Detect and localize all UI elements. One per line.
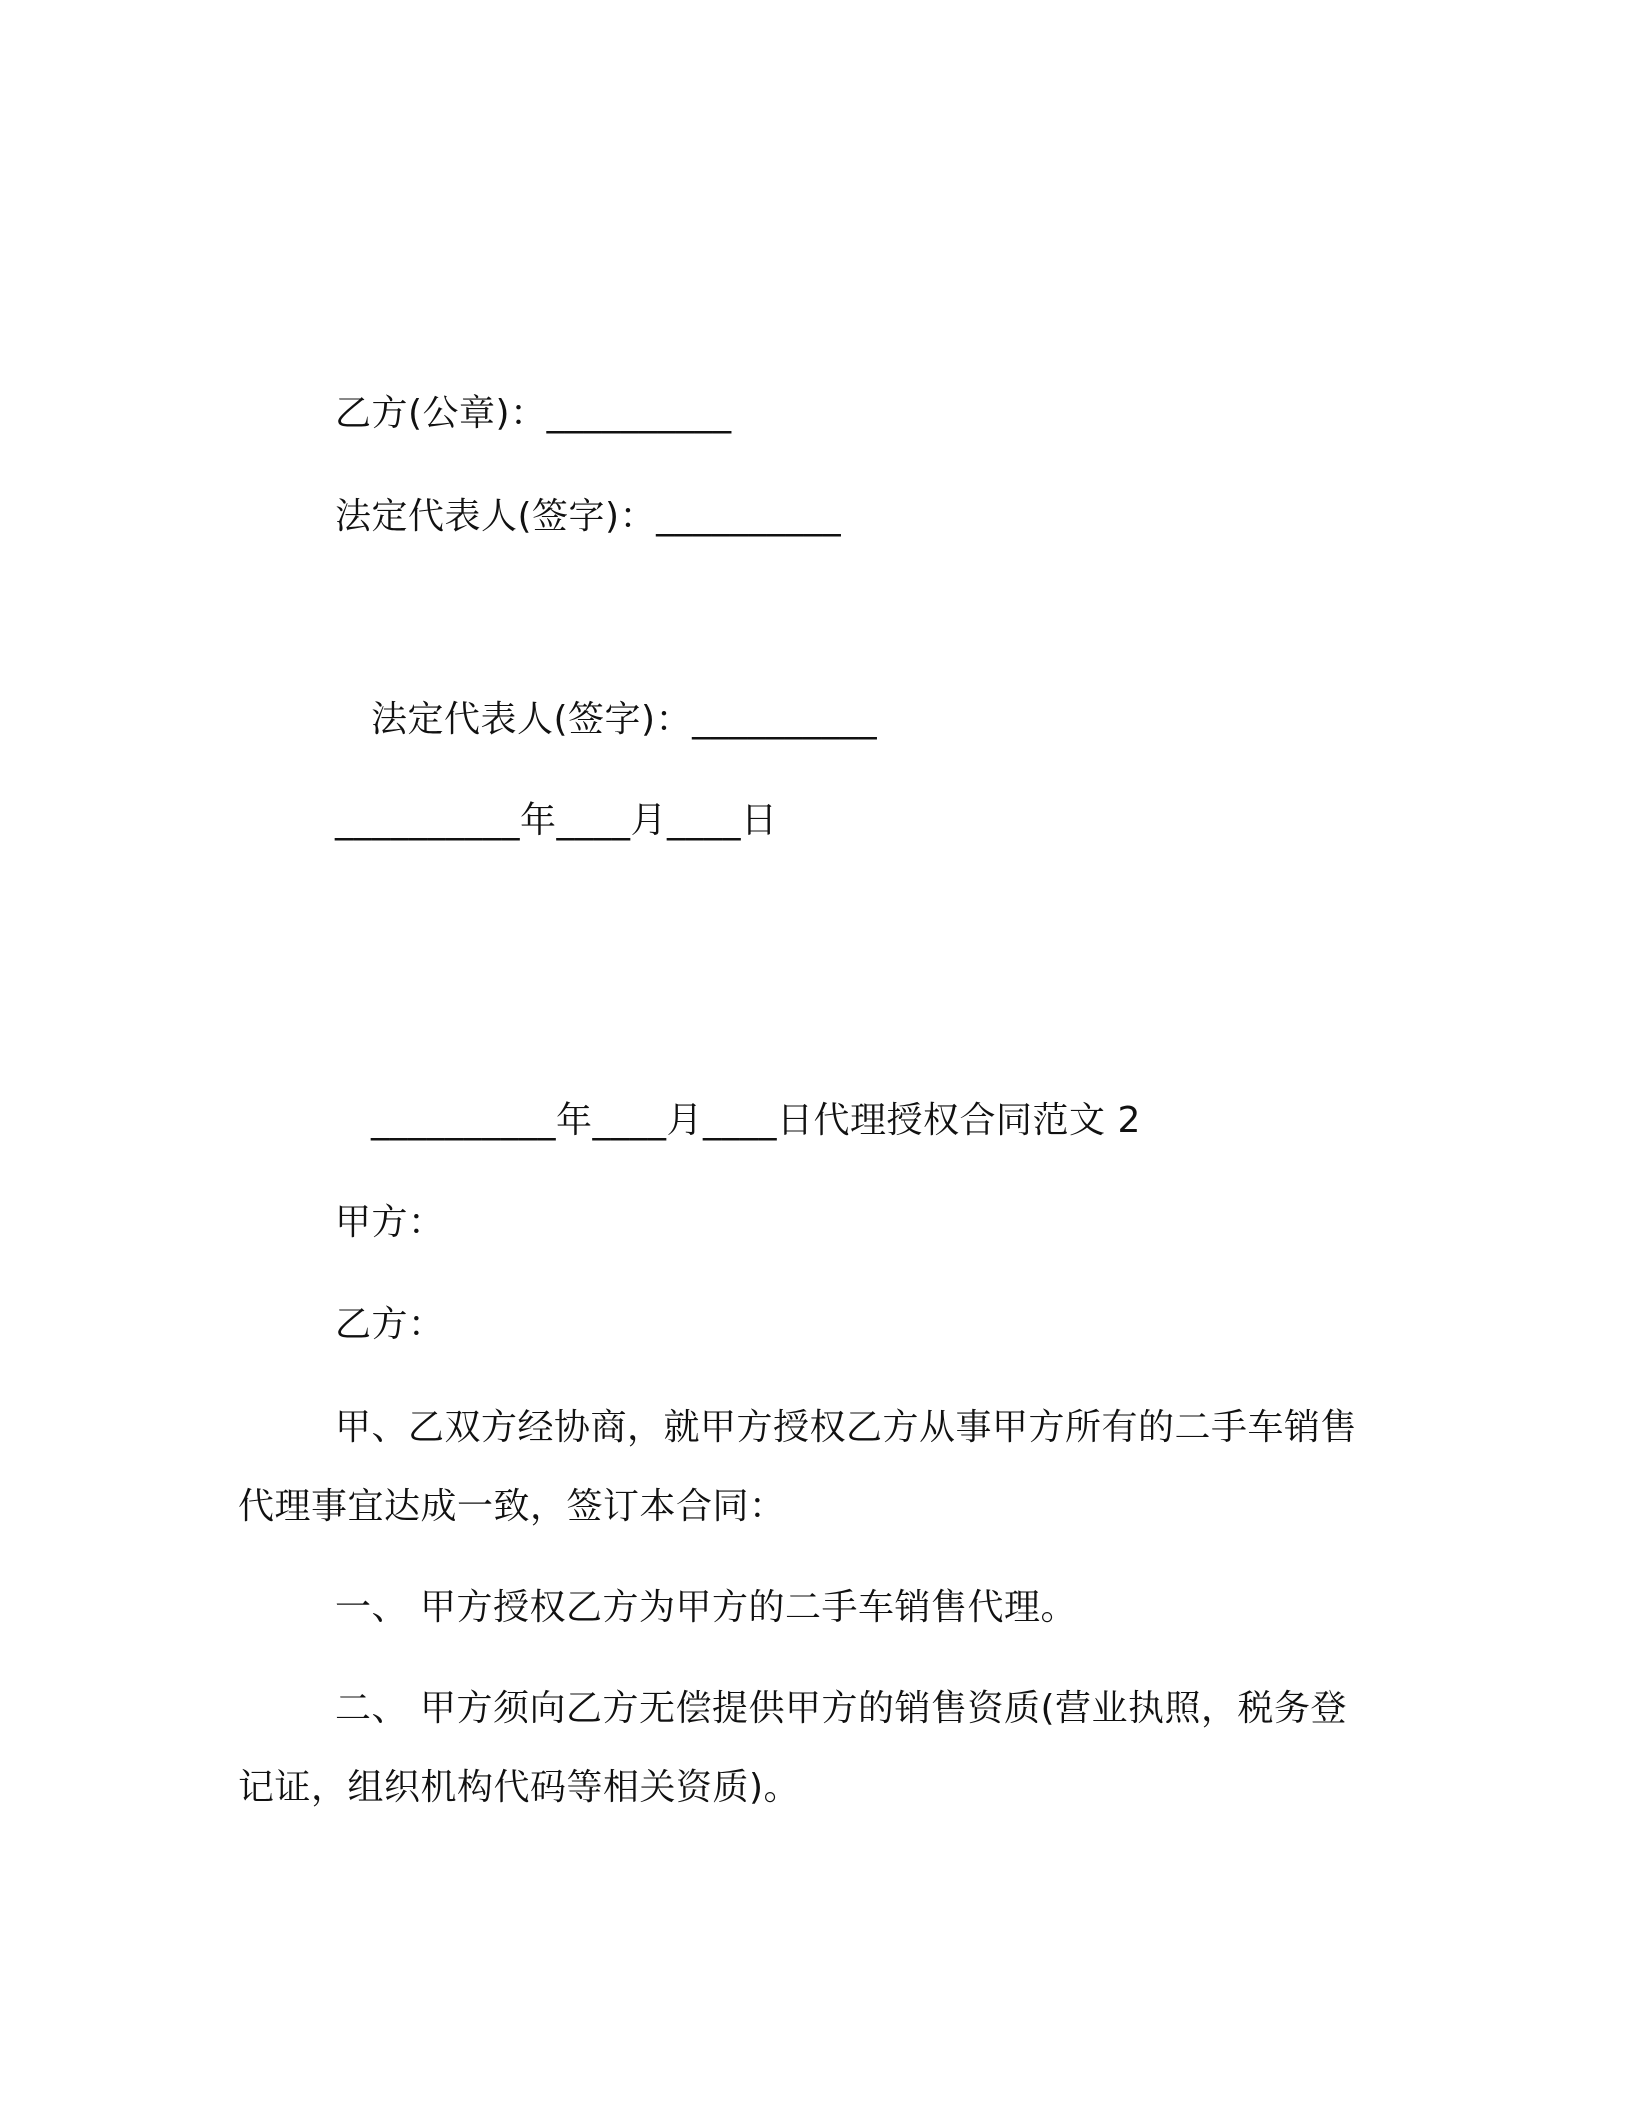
party-a-label: 甲方： bbox=[335, 1202, 445, 1243]
signature-date-line: __________年____月____日 bbox=[335, 800, 778, 841]
legal-rep-signature-line-2: 法定代表人(签字)：__________ bbox=[371, 699, 878, 740]
contract-title: __________年____月____日代理授权合同范文 2 bbox=[371, 1100, 1141, 1141]
clause-2-line-1: 二、 甲方须向乙方无偿提供甲方的销售资质(营业执照，税务登 bbox=[335, 1688, 1347, 1729]
clause-2-line-2: 记证，组织机构代码等相关资质)。 bbox=[238, 1767, 801, 1808]
party-b-seal-line: 乙方(公章)：__________ bbox=[335, 393, 732, 434]
clause-1: 一、 甲方授权乙方为甲方的二手车销售代理。 bbox=[335, 1587, 1077, 1628]
legal-rep-signature-line-1: 法定代表人(签字)：__________ bbox=[335, 496, 842, 537]
party-b-label: 乙方： bbox=[335, 1304, 445, 1345]
preamble-line-2: 代理事宜达成一致，签订本合同： bbox=[238, 1486, 786, 1527]
preamble-line-1: 甲、乙双方经协商，就甲方授权乙方从事甲方所有的二手车销售 bbox=[335, 1407, 1358, 1448]
